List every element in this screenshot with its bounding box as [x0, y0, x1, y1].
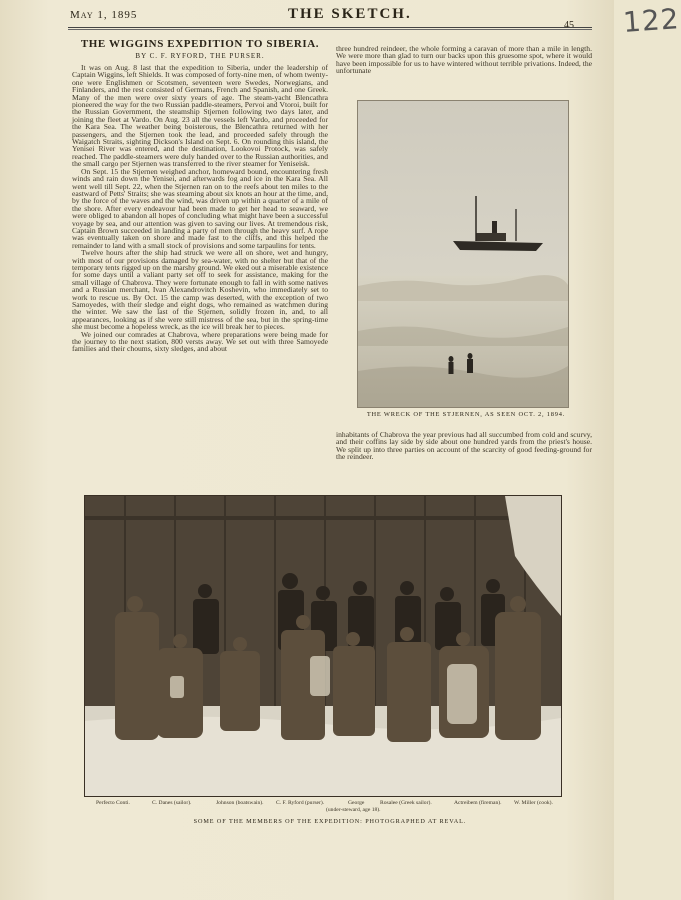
name-sublabel: (under-steward, age 18). — [326, 807, 381, 813]
wreck-image — [358, 101, 568, 407]
page-header — [70, 2, 681, 39]
paragraph: inhabitants of Chabrova the year previous had all succumbed from cold and scurvy, and their coffins lay side by side about one hundred yards from the priest's house. We split up into three parties on account of the scarcity of good feeding-ground for the reindeer. — [336, 430, 592, 462]
name-label: Actreibem (fireman). — [454, 800, 502, 806]
name-label: Johnson (boatswain). — [216, 800, 264, 806]
wreck-photograph — [357, 100, 569, 408]
group-caption: SOME OF THE MEMBERS OF THE EXPEDITION: PHOTOGRAPHED AT REVAL. — [193, 818, 467, 825]
name-label: George — [348, 800, 365, 806]
paragraph: On Sept. 15 the Stjernen weighed anchor, homeward bound, encountering fresh winds and rain down the Yenisei, and afterwards fog and ice in the Kara Sea. All went well till Sept. 22, when the Stjernen ran on to the reefs about ten miles to the eastward of Petts' Straits; she was steaming about six knots an hour at the time, and, by the force of the waves and the wind, was driven up within a quarter of a mile of the shore. After every endeavour had been made to get her head to seaward, we were obliged to abandon all hopes of concluding what might have been a successful voyage by sea, and our attention was given to saving our lives. At tremendous risk, Captain Brown succeeded in landing a party of men through the heavy surf. A rope was eventually taken on shore and made fast to the cliffs, and this helped the remainder to land with a small stock of provisions and some tarpaulins for tents. — [72, 166, 328, 250]
article-left-column — [72, 64, 328, 472]
group-image — [85, 496, 561, 796]
paragraph: It was on Aug. 8 last that the expedition to Siberia, under the leadership of Captain Wiggins, left Shields. It was composed of forty-nine men, of whom twenty-one were Englishmen or Scotsmen, seventeen were Swedes, Norwegians, and Finlanders, and the rest consisted of Germans, French and Spanish, and one Greek. Many of the men were over sixty years of age. The steam-yacht Blencathra pioneered the way for the two Russian paddle-steamers, Pervoi and Vtoroi, built for the Russian Government, the steamship Stjernen following two days later, and joining the fleet at Vardo. On Aug. 23 all the vessels left Vardo, and proceeded for the Kara Sea. The weather being boisterous, the Blencathra returned with her passengers, and the Stjernen took the lead, and proceeded safely through the Waigatch Straits, sighting Dickson's Island on Sept. 6. On rounding this island, the Yenisei River was entered, and the destination, Lookovoi Protock, was safely reached. The paddle-steamers were duly handed over to the Russian authorities, and the small cargo per Stjernen was transferred to the river steamer for Yeniseisk. — [72, 63, 328, 169]
name-label: C. F. Ryford (purser). — [276, 800, 325, 806]
expedition-group-photograph — [84, 495, 562, 797]
name-label: W. Miller (cook). — [514, 800, 553, 806]
article-right-column-bottom — [336, 431, 592, 471]
group-name-labels — [96, 800, 566, 814]
header-rule — [68, 27, 592, 28]
issue-date: May 1, 1895 — [70, 9, 138, 21]
handwritten-page-number: 122 — [621, 2, 681, 39]
article-title: THE WIGGINS EXPEDITION TO SIBERIA. — [80, 38, 320, 50]
name-label: Perfecto Conti. — [96, 800, 130, 806]
article-right-column-top — [336, 45, 592, 85]
page-number: 45 — [564, 20, 574, 31]
header-rule-thin — [68, 29, 592, 30]
article-byline: BY C. F. RYFORD, THE PURSER. — [135, 52, 265, 60]
publication-title: THE SKETCH. — [288, 6, 412, 22]
paragraph: We joined our comrades at Chabrova, where preparations were being made for the journey to the next station, 800 versts away. We set out with three Samoyede families and their choums, sixty sledges, and about — [72, 329, 328, 354]
wreck-caption: THE WRECK OF THE STJERNEN, AS SEEN OCT. 2, 1894. — [366, 411, 566, 418]
paragraph: Twelve hours after the ship had struck we were all on shore, wet and hungry, with most of our provisions damaged by sea-water, with no shelter but that of the temporary tents rigged up on the marshy ground. We eked out a miserable existence for some days until a valiant party set off to seek for assistance, making for the small village of Chabrova. They were fortunate enough to fall in with some natives and a Russian merchant, Ivan Alexandrovitch Koshevin, who immediately set to work to rescue us. By Oct. 15 the camp was deserted, with the exception of two Samoyedes, with their sledge and eight dogs, who remained as watchmen during the winter. We saw the last of the Stjernen, solidly frozen in, and, to all appearances, looking as if she were still mistress of the sea, but in the spring-time she must become a hopeless wreck, as the ice will break her to pieces. — [72, 248, 328, 332]
name-label: Rosalee (Greek sailor). — [380, 800, 432, 806]
paragraph: three hundred reindeer, the whole forming a caravan of more than a mile in length. We were more than glad to turn our backs upon this gruesome spot, where it would have been impossible for us to have wintered without terrible privations. Indeed, the unfortunate — [336, 44, 593, 76]
name-label: C. Danes (sailor). — [152, 800, 192, 806]
